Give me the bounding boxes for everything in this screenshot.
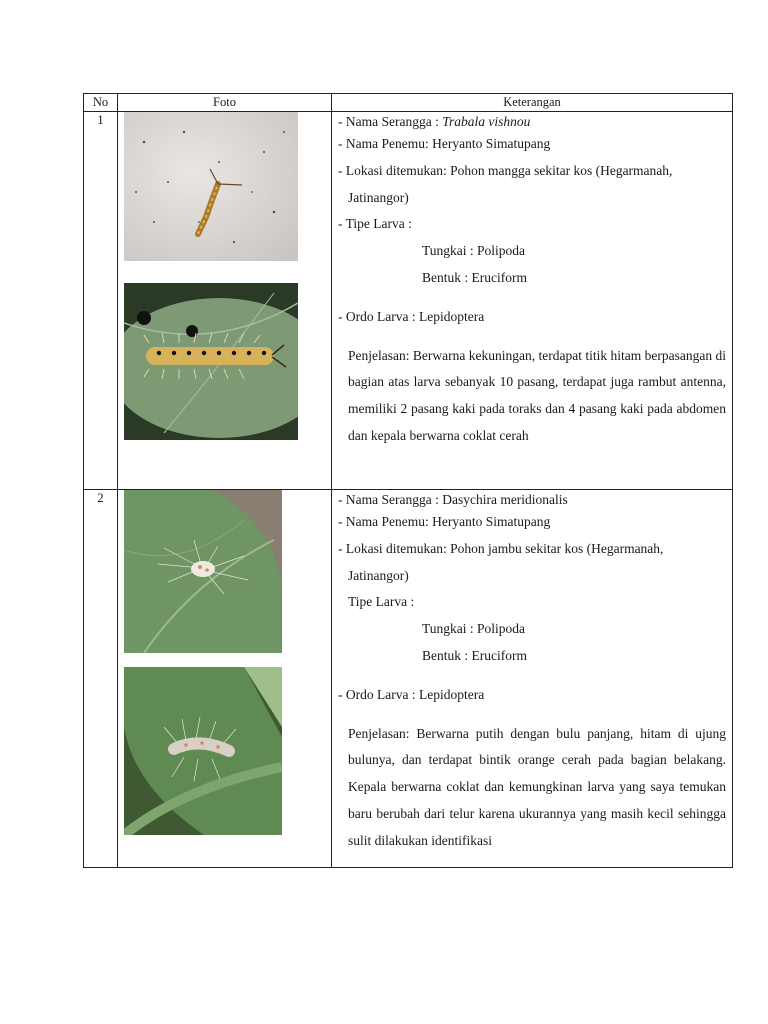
location-text: - Lokasi ditemukan: Pohon jambu sekitar kos (Hegarmanah, [338,540,664,556]
description-paragraph: Penjelasan: Berwarna kekuningan, terdapat titik hitam berpasangan di bagian atas larva sebanyak 10 pasang, terdapat juga rambut antenna, memiliki 2 pasang kaki pada toraks dan 4 pasang kaki pada abdomen dan kepala berwarna coklat cerah [348,347,726,443]
discoverer-text: - Nama Penemu: Heryanto Simatupang [338,136,551,151]
shape-type-text: Bentuk : Eruciform [422,647,527,663]
larva-type-label: - Tipe Larva : [338,216,412,232]
table-row [84,490,733,868]
location-text: - Lokasi ditemukan: Pohon mangga sekitar kos (Hegarmanah, [338,162,673,178]
insect-name-label: - Nama Serangga : [338,114,443,129]
header-keterangan: Keterangan [332,94,733,112]
header-foto: Foto [118,94,332,112]
legs-type-text: Tungkai : Polipoda [422,621,526,637]
insect-name-value: Trabala vishnou [442,114,531,129]
insect-table [83,93,733,868]
caterpillar-photo-2b [124,667,282,835]
row-number: 2 [97,491,104,505]
insect-name-value: Dasychira meridionalis [442,492,568,507]
discoverer-text: - Nama Penemu: Heryanto Simatupang [338,514,551,529]
order-text: - Ordo Larva : Lepidoptera [338,686,485,702]
legs-type-text: Tungkai : Polipoda [422,243,526,259]
shape-type-text: Bentuk : Eruciform [422,269,527,285]
table-row [84,112,733,490]
caterpillar-photo-2a [124,490,282,653]
header-no: No [84,94,118,112]
location-text-cont: Jatinangor) [348,567,409,583]
insect-name-label: - Nama Serangga : [338,492,443,507]
larva-type-label: Tipe Larva : [348,594,415,610]
caterpillar-photo-1a [124,112,298,261]
order-text: - Ordo Larva : Lepidoptera [338,308,485,324]
caterpillar-photo-1b [124,283,298,440]
table-header-row [84,94,733,112]
row-number: 1 [97,113,104,127]
description-paragraph: Penjelasan: Berwarna putih dengan bulu panjang, hitam di ujung bulunya, dan terdapat bintik orange cerah pada bagian belakang. Kepala berwarna coklat dan kemungkinan larva yang saya temukan baru berubah dari telur karena ukurannya yang masih kecil sehingga sulit dilakukan identifikasi [348,725,726,848]
location-text-cont: Jatinangor) [348,189,409,205]
